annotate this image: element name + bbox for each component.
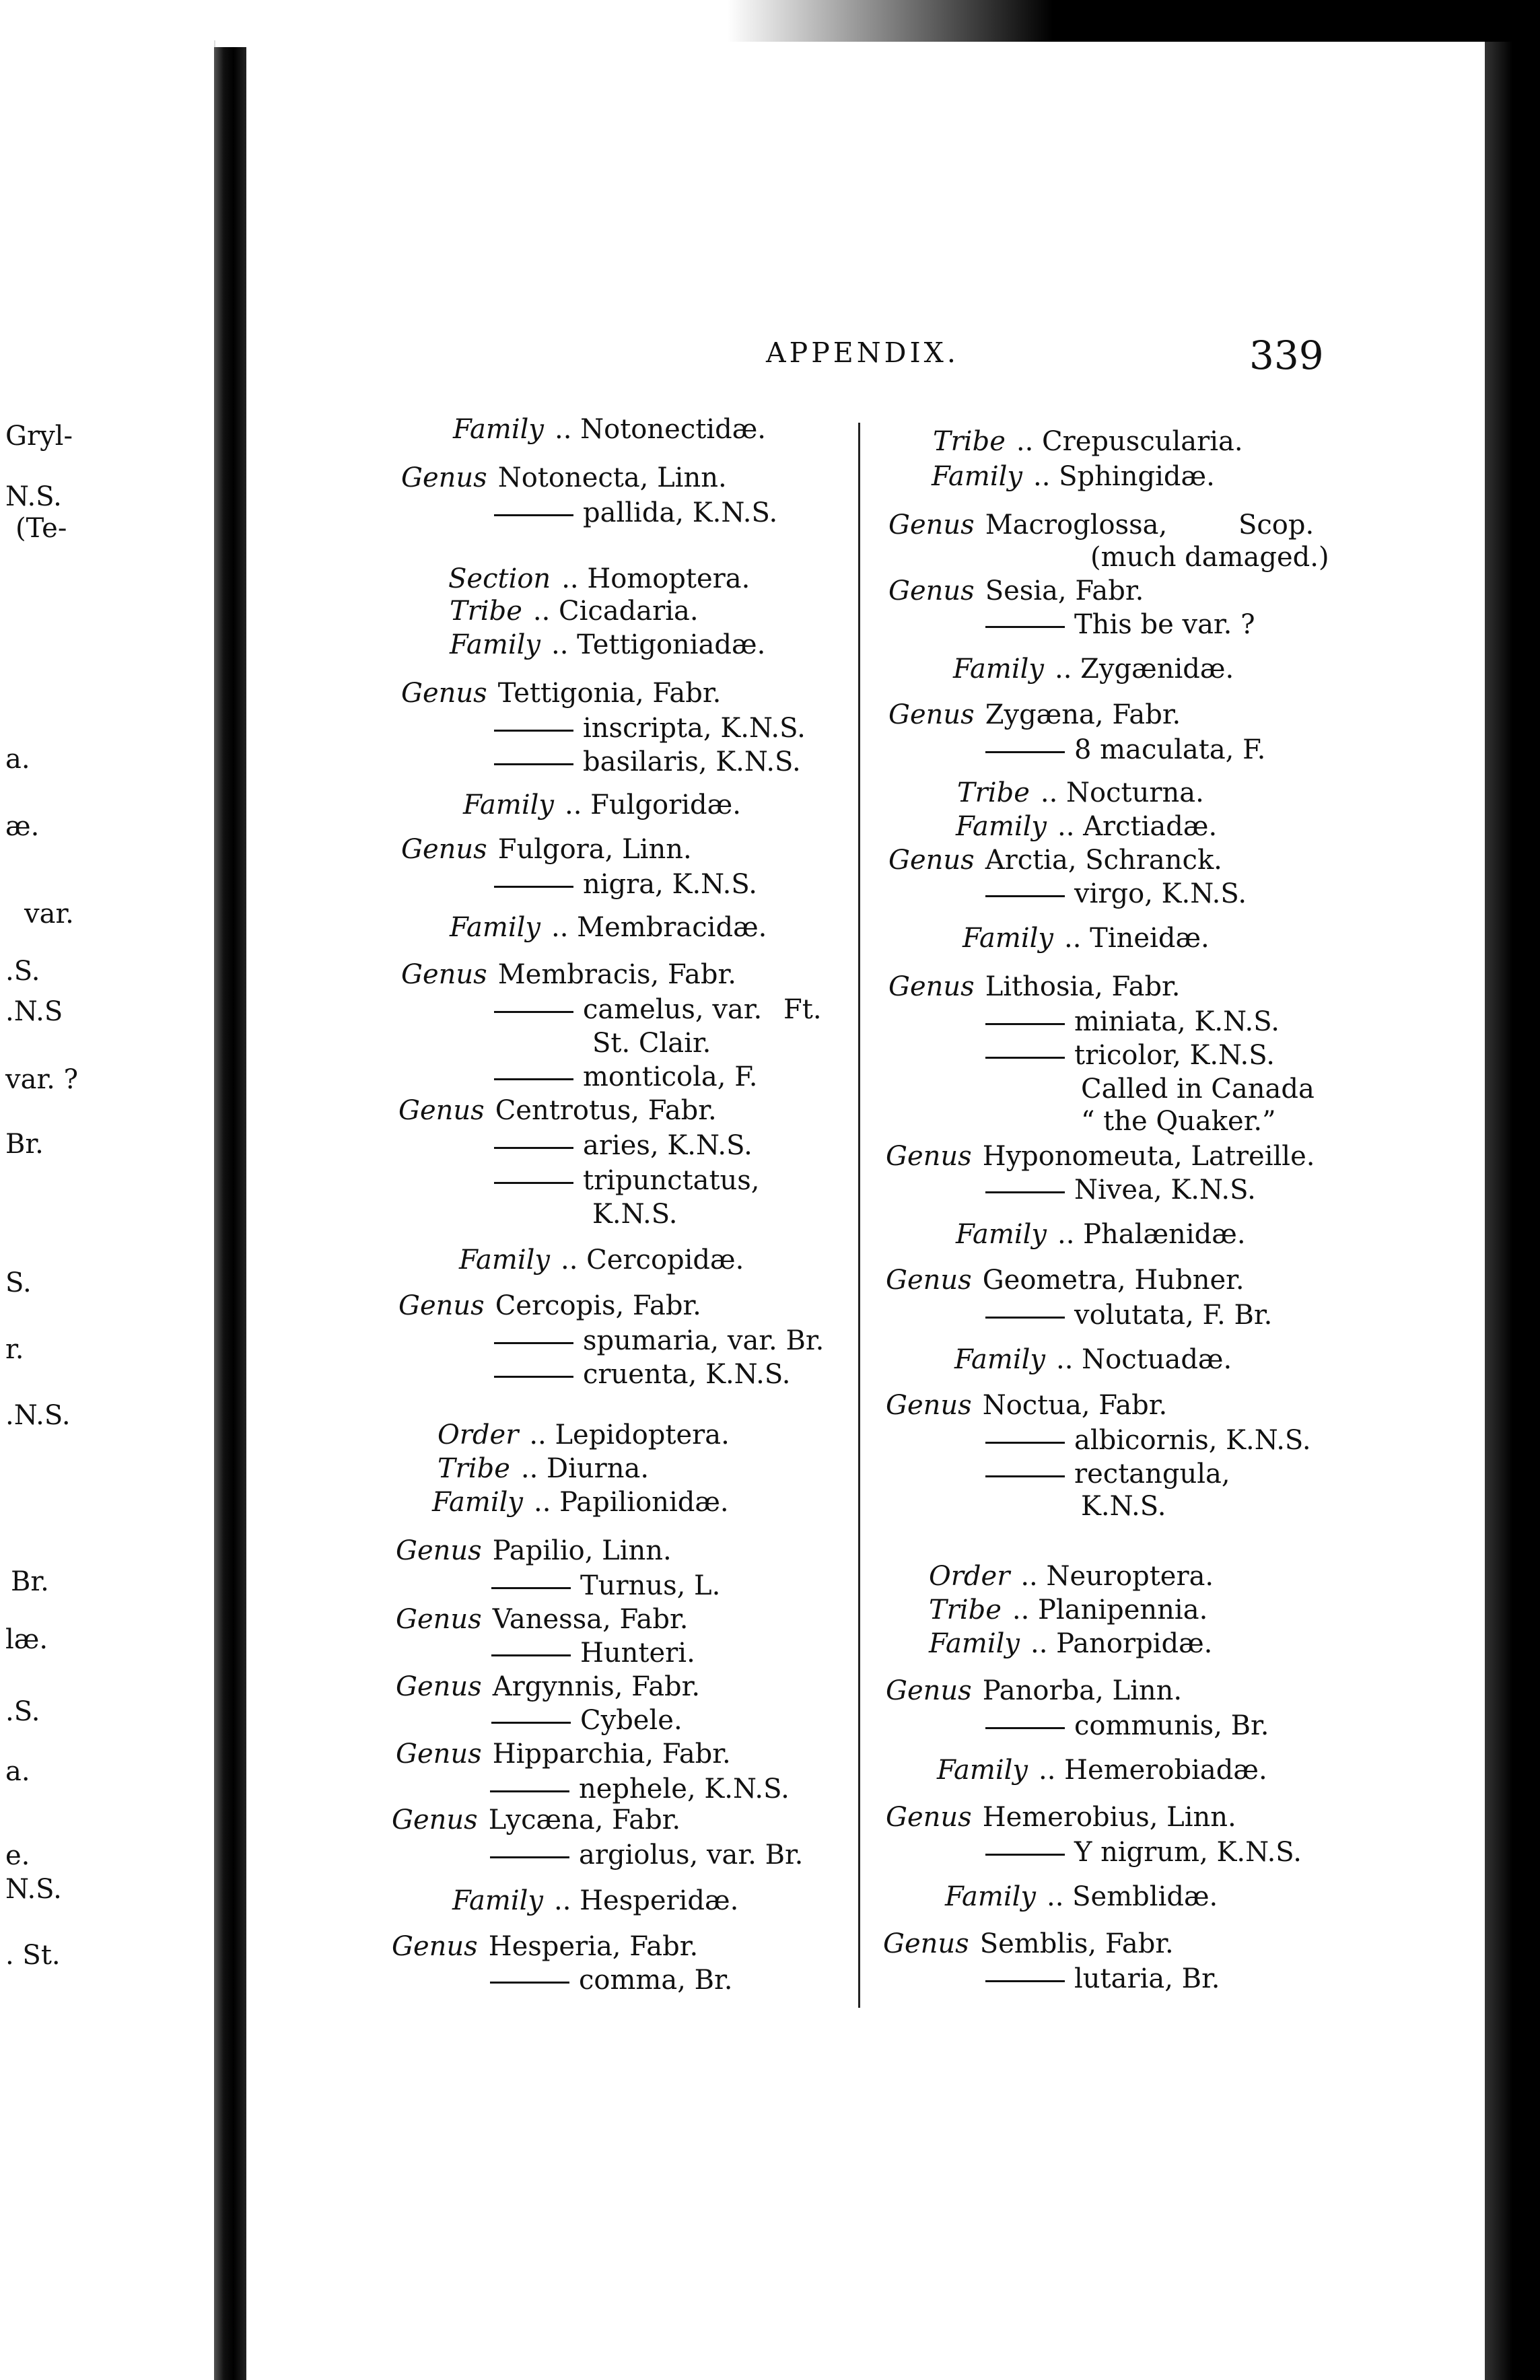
rank-label: Family bbox=[954, 1344, 1045, 1375]
entry-text: lutaria, Br. bbox=[1074, 1963, 1220, 1994]
entry-line bbox=[1090, 544, 1329, 571]
rank-label: Genus bbox=[392, 1931, 478, 1962]
entry-line bbox=[398, 1097, 717, 1124]
ditto-dash bbox=[985, 1057, 1065, 1059]
entry-line bbox=[401, 961, 736, 988]
entry-line bbox=[401, 836, 692, 863]
entry-line bbox=[963, 925, 1210, 952]
rank-label: Genus bbox=[396, 1671, 482, 1702]
page bbox=[246, 42, 1485, 2380]
entry-text: Semblis, Fabr. bbox=[979, 1928, 1174, 1959]
entry-line bbox=[448, 565, 750, 592]
rank-label: Family bbox=[956, 1219, 1047, 1250]
entry-line bbox=[490, 1967, 732, 1994]
entry-line bbox=[392, 1807, 680, 1833]
entry-text: .. Notonectidæ. bbox=[555, 414, 767, 445]
ditto-dash bbox=[491, 1654, 571, 1656]
entry-text: Hipparchia, Fabr. bbox=[492, 1739, 731, 1770]
entry-line bbox=[494, 1361, 791, 1388]
facing-page-fragment: var. ? bbox=[5, 1064, 79, 1095]
rank-label: Tribe bbox=[957, 777, 1030, 808]
ditto-dash bbox=[985, 751, 1065, 753]
ditto-dash bbox=[490, 1856, 569, 1858]
ditto-dash bbox=[491, 1587, 571, 1589]
entry-text: Lithosia, Fabr. bbox=[985, 971, 1181, 1002]
entry-line bbox=[985, 880, 1247, 907]
entry-line bbox=[985, 1427, 1311, 1454]
entry-line bbox=[985, 1177, 1256, 1203]
entry-line bbox=[886, 1392, 1167, 1419]
entry-text: .. Planipennia. bbox=[1012, 1595, 1208, 1625]
entry-text: comma, Br. bbox=[579, 1965, 733, 1996]
facing-page-fragment: (Te- bbox=[15, 513, 67, 544]
entry-line bbox=[886, 1677, 1182, 1704]
entry-text: Hemerobius, Linn. bbox=[982, 1802, 1236, 1833]
ditto-dash bbox=[494, 886, 573, 888]
entry-text: Hesperia, Fabr. bbox=[488, 1931, 699, 1962]
entry-text: Papilio, Linn. bbox=[492, 1535, 672, 1566]
entry-text: Membracis, Fabr. bbox=[497, 959, 736, 990]
entry-line bbox=[953, 654, 1234, 685]
rank-label: Order bbox=[438, 1420, 519, 1450]
entry-line bbox=[883, 1930, 1174, 1957]
rank-label: Genus bbox=[888, 575, 975, 606]
entry-text: Called in Canada bbox=[1081, 1074, 1315, 1105]
facing-page-fragment: N.S. bbox=[5, 481, 62, 512]
facing-page-fragment: N.S. bbox=[5, 1874, 62, 1905]
rank-label: Family bbox=[953, 654, 1044, 685]
ditto-dash bbox=[494, 514, 573, 516]
entry-text: (much damaged.) bbox=[1090, 542, 1329, 573]
entry-line bbox=[888, 575, 1144, 606]
entry-line bbox=[929, 1597, 1208, 1623]
entry-text: .. Panorpidæ. bbox=[1030, 1628, 1213, 1659]
facing-page-fragment: a. bbox=[5, 744, 30, 775]
entry-line bbox=[453, 416, 766, 443]
entry-line bbox=[450, 598, 699, 625]
facing-page-fragment: . St. bbox=[5, 1940, 61, 1971]
rank-label: Family bbox=[945, 1881, 1036, 1912]
entry-line bbox=[491, 1640, 695, 1667]
entry-line bbox=[398, 1292, 701, 1319]
entry-line bbox=[494, 715, 806, 742]
entry-text: nigra, K.N.S. bbox=[583, 869, 758, 900]
entry-tail: Ft. bbox=[783, 994, 822, 1025]
entry-text: .. Cercopidæ. bbox=[561, 1245, 744, 1275]
entry-line bbox=[438, 1455, 649, 1482]
ditto-dash bbox=[494, 1011, 573, 1013]
entry-line bbox=[401, 680, 721, 707]
rank-label: Genus bbox=[396, 1604, 482, 1635]
facing-page-fragment: Br. bbox=[5, 1129, 44, 1160]
entry-line bbox=[494, 1132, 753, 1159]
entry-line bbox=[886, 1804, 1236, 1831]
ditto-dash bbox=[490, 1982, 569, 1984]
entry-text: pallida, K.N.S. bbox=[583, 497, 778, 528]
entry-text: nephele, K.N.S. bbox=[579, 1774, 790, 1805]
entry-text: .. Arctiadæ. bbox=[1057, 811, 1218, 842]
entry-line bbox=[985, 1712, 1269, 1739]
entry-line bbox=[494, 1167, 760, 1194]
entry-tail: Scop. bbox=[1238, 510, 1315, 540]
ditto-dash bbox=[985, 1727, 1065, 1729]
ditto-dash bbox=[494, 1376, 573, 1378]
facing-page-fragment: S. bbox=[5, 1267, 32, 1298]
rank-label: Family bbox=[452, 1885, 543, 1916]
ditto-dash bbox=[985, 1475, 1065, 1477]
entry-text: Notonecta, Linn. bbox=[497, 462, 727, 493]
page-edge-shadow bbox=[1485, 42, 1540, 2380]
entry-line bbox=[494, 996, 762, 1023]
entry-text: Lycæna, Fabr. bbox=[488, 1805, 681, 1835]
ditto-dash bbox=[491, 1722, 571, 1724]
entry-line bbox=[985, 1965, 1220, 1992]
entry-text: .. Diurna. bbox=[520, 1453, 650, 1484]
entry-line bbox=[956, 813, 1217, 840]
entry-line bbox=[396, 1606, 688, 1633]
entry-line bbox=[392, 1933, 698, 1960]
entry-line bbox=[929, 1563, 1214, 1590]
entry-text: .. Tettigoniadæ. bbox=[551, 629, 766, 660]
facing-page-fragment: læ. bbox=[5, 1624, 48, 1655]
entry-text: .. Hemerobiadæ. bbox=[1039, 1755, 1267, 1786]
entry-line bbox=[985, 1461, 1230, 1488]
entry-line bbox=[438, 1422, 730, 1448]
entry-text: Argynnis, Fabr. bbox=[492, 1671, 701, 1702]
ditto-dash bbox=[985, 1023, 1065, 1025]
page-number: 339 bbox=[1249, 332, 1324, 378]
ditto-dash bbox=[494, 1078, 573, 1080]
rank-label: Genus bbox=[398, 1095, 485, 1126]
entry-line bbox=[937, 1757, 1267, 1784]
rank-label: Family bbox=[450, 629, 540, 660]
facing-page-fragment: .N.S bbox=[5, 996, 63, 1027]
ditto-dash bbox=[985, 1191, 1065, 1193]
entry-line bbox=[490, 1776, 790, 1803]
entry-line bbox=[945, 1883, 1218, 1910]
entry-text: Geometra, Hubner. bbox=[982, 1265, 1245, 1296]
entry-text: Turnus, L. bbox=[580, 1570, 721, 1601]
entry-text: inscripta, K.N.S. bbox=[583, 713, 806, 744]
entry-text: Arctia, Schranck. bbox=[985, 845, 1222, 876]
rank-label: Tribe bbox=[438, 1453, 510, 1484]
entry-text: .. Phalænidæ. bbox=[1057, 1219, 1246, 1250]
entry-text: St. Clair. bbox=[592, 1028, 711, 1059]
rank-label: Section bbox=[448, 563, 551, 594]
entry-line bbox=[491, 1572, 720, 1599]
entry-text: monticola, F. bbox=[583, 1061, 758, 1092]
entry-line bbox=[886, 1143, 1315, 1170]
rank-label: Genus bbox=[401, 959, 487, 990]
rank-label: Family bbox=[463, 790, 554, 820]
rank-label: Genus bbox=[888, 510, 975, 540]
entry-line bbox=[985, 1008, 1280, 1035]
ditto-dash bbox=[985, 895, 1065, 897]
facing-page-fragment: .S. bbox=[5, 1696, 40, 1727]
entry-text: spumaria, var. Br. bbox=[583, 1325, 825, 1356]
facing-page-fragment: .N.S. bbox=[5, 1400, 71, 1431]
entry-text: cruenta, K.N.S. bbox=[583, 1359, 791, 1390]
entry-text: .. Cicadaria. bbox=[532, 596, 699, 627]
entry-text: .. Hesperidæ. bbox=[554, 1885, 739, 1916]
entry-text: 8 maculata, F. bbox=[1074, 734, 1266, 765]
entry-line bbox=[956, 1221, 1246, 1248]
ditto-dash bbox=[494, 730, 573, 732]
facing-page-fragment: var. bbox=[24, 899, 74, 930]
entry-text: argiolus, var. Br. bbox=[579, 1840, 804, 1870]
entry-line bbox=[459, 1247, 744, 1273]
book-spine bbox=[214, 47, 246, 2380]
entry-text: .. Nocturna. bbox=[1040, 777, 1204, 808]
entry-text: .. Semblidæ. bbox=[1047, 1881, 1218, 1912]
entry-line bbox=[888, 701, 1181, 728]
entry-text: Sesia, Fabr. bbox=[985, 575, 1144, 606]
ditto-dash bbox=[985, 626, 1065, 628]
entry-text: tricolor, K.N.S. bbox=[1074, 1040, 1275, 1071]
facing-page-fragment: e. bbox=[5, 1840, 30, 1871]
facing-page-fragment: a. bbox=[5, 1756, 30, 1787]
entry-text: Cybele. bbox=[580, 1705, 682, 1736]
rank-label: Order bbox=[929, 1561, 1010, 1592]
entry-text: .. Sphingidæ. bbox=[1033, 461, 1215, 492]
rank-label: Family bbox=[932, 461, 1022, 492]
entry-text: Hyponomeuta, Latreille. bbox=[982, 1141, 1315, 1172]
rank-label: Genus bbox=[888, 845, 975, 876]
entry-line bbox=[985, 1302, 1272, 1329]
rank-label: Genus bbox=[888, 699, 975, 730]
entry-line bbox=[888, 512, 1167, 538]
entry-line bbox=[450, 631, 765, 658]
entry-line bbox=[396, 1537, 672, 1564]
facing-page-fragment: r. bbox=[5, 1334, 24, 1365]
rank-label: Genus bbox=[398, 1290, 485, 1321]
entry-text: .. Membracidæ. bbox=[551, 912, 767, 943]
entry-text: This be var. ? bbox=[1074, 609, 1255, 640]
entry-text: .. Lepidoptera. bbox=[529, 1420, 730, 1450]
entry-text: Noctua, Fabr. bbox=[982, 1390, 1168, 1421]
rank-label: Genus bbox=[886, 1390, 972, 1421]
entry-text: Centrotus, Fabr. bbox=[495, 1095, 717, 1126]
entry-line bbox=[932, 463, 1215, 490]
entry-text: “ the Quaker.” bbox=[1081, 1106, 1276, 1137]
rank-label: Family bbox=[432, 1487, 523, 1518]
entry-text: Zygæna, Fabr. bbox=[985, 699, 1181, 730]
running-title: APPENDIX. bbox=[766, 337, 959, 369]
entry-text: .. Crepuscularia. bbox=[1016, 426, 1243, 457]
ditto-dash bbox=[985, 1854, 1065, 1856]
rank-label: Genus bbox=[401, 678, 487, 709]
entry-text: communis, Br. bbox=[1074, 1710, 1269, 1741]
entry-text: K.N.S. bbox=[592, 1199, 678, 1230]
entry-line bbox=[491, 1707, 682, 1734]
entry-text: virgo, K.N.S. bbox=[1074, 878, 1247, 909]
entry-text: aries, K.N.S. bbox=[583, 1130, 753, 1161]
entry-text: .. Fulgoridæ. bbox=[565, 790, 741, 820]
rank-label: Tribe bbox=[929, 1595, 1002, 1625]
facing-page-fragment: æ. bbox=[5, 811, 40, 842]
rank-label: Genus bbox=[396, 1535, 482, 1566]
entry-text: basilaris, K.N.S. bbox=[583, 746, 801, 777]
entry-text: .. Neuroptera. bbox=[1020, 1561, 1214, 1592]
entry-line bbox=[490, 1842, 803, 1868]
entry-line bbox=[396, 1673, 700, 1700]
rank-label: Family bbox=[929, 1628, 1020, 1659]
entry-line bbox=[494, 871, 757, 898]
ditto-dash bbox=[494, 763, 573, 765]
entry-text: miniata, K.N.S. bbox=[1074, 1006, 1280, 1037]
entry-text: K.N.S. bbox=[1081, 1491, 1166, 1522]
entry-text: albicornis, K.N.S. bbox=[1074, 1425, 1311, 1456]
entry-line bbox=[933, 428, 1243, 455]
entry-text: Tettigonia, Fabr. bbox=[497, 678, 722, 709]
ditto-dash bbox=[985, 1442, 1065, 1444]
entry-line bbox=[1081, 1108, 1276, 1135]
rank-label: Genus bbox=[883, 1928, 969, 1959]
entry-line bbox=[1081, 1074, 1315, 1105]
column-divider bbox=[858, 423, 860, 2008]
entry-line bbox=[494, 1063, 757, 1090]
ditto-dash bbox=[985, 1980, 1065, 1982]
entry-text: .. Noctuadæ. bbox=[1056, 1344, 1232, 1375]
rank-label: Genus bbox=[396, 1739, 482, 1770]
rank-label: Family bbox=[937, 1755, 1028, 1786]
entry-line bbox=[401, 464, 727, 491]
rank-label: Family bbox=[459, 1245, 550, 1275]
facing-page-fragment: Gryl- bbox=[5, 421, 73, 452]
entry-line bbox=[957, 779, 1204, 806]
entry-line bbox=[396, 1741, 731, 1768]
entry-line bbox=[494, 499, 777, 526]
rank-label: Genus bbox=[886, 1802, 972, 1833]
entry-line bbox=[985, 611, 1255, 638]
rank-label: Genus bbox=[886, 1141, 972, 1172]
rank-label: Genus bbox=[886, 1265, 972, 1296]
rank-label: Family bbox=[963, 923, 1053, 954]
ditto-dash bbox=[985, 1317, 1065, 1319]
entry-text: Vanessa, Fabr. bbox=[492, 1604, 689, 1635]
rank-label: Family bbox=[453, 414, 544, 445]
entry-text: Y nigrum, K.N.S. bbox=[1074, 1837, 1302, 1868]
rank-label: Family bbox=[450, 912, 540, 943]
entry-text: Fulgora, Linn. bbox=[497, 834, 692, 865]
entry-line bbox=[985, 1042, 1275, 1069]
rank-label: Family bbox=[956, 811, 1047, 842]
entry-text: Nivea, K.N.S. bbox=[1074, 1175, 1256, 1205]
rank-label: Genus bbox=[392, 1805, 478, 1835]
ditto-dash bbox=[494, 1182, 573, 1184]
entry-line bbox=[450, 914, 767, 941]
entry-line bbox=[452, 1887, 738, 1914]
entry-line bbox=[494, 748, 801, 775]
entry-text: Cercopis, Fabr. bbox=[495, 1290, 701, 1321]
entry-text: .. Tineidæ. bbox=[1064, 923, 1210, 954]
entry-text: volutata, F. Br. bbox=[1074, 1300, 1273, 1331]
facing-page bbox=[0, 40, 215, 2380]
entry-line bbox=[592, 1030, 711, 1057]
entry-text: .. Papilionidæ. bbox=[534, 1487, 729, 1518]
entry-line bbox=[886, 1267, 1245, 1294]
entry-line bbox=[888, 973, 1181, 1000]
rank-label: Genus bbox=[401, 462, 487, 493]
entry-line bbox=[463, 792, 741, 818]
entry-line bbox=[494, 1327, 824, 1354]
entry-text: .. Homoptera. bbox=[561, 563, 750, 594]
entry-line bbox=[985, 736, 1265, 763]
entry-text: .. Zygænidæ. bbox=[1055, 654, 1234, 685]
entry-text: Macroglossa, bbox=[985, 510, 1168, 540]
facing-page-fragment: Br. bbox=[11, 1566, 49, 1597]
ditto-dash bbox=[494, 1342, 573, 1344]
entry-line bbox=[954, 1346, 1232, 1373]
rank-label: Tribe bbox=[450, 596, 522, 627]
rank-label: Genus bbox=[888, 971, 975, 1002]
entry-line bbox=[592, 1201, 677, 1228]
rank-label: Genus bbox=[886, 1675, 972, 1706]
entry-text: Hunteri. bbox=[580, 1638, 695, 1669]
entry-line bbox=[929, 1630, 1212, 1657]
ditto-dash bbox=[490, 1790, 569, 1792]
entry-text: rectangula, bbox=[1074, 1459, 1230, 1490]
entry-line bbox=[1081, 1493, 1166, 1520]
entry-text: Panorba, Linn. bbox=[982, 1675, 1183, 1706]
ditto-dash bbox=[494, 1147, 573, 1149]
entry-line bbox=[432, 1489, 729, 1516]
entry-text: camelus, var. bbox=[583, 994, 763, 1025]
rank-label: Genus bbox=[401, 834, 487, 865]
rank-label: Tribe bbox=[933, 426, 1006, 457]
entry-line bbox=[985, 1839, 1302, 1866]
entry-line bbox=[888, 847, 1222, 874]
facing-page-fragment: .S. bbox=[5, 956, 40, 987]
entry-text: tripunctatus, bbox=[583, 1165, 760, 1196]
